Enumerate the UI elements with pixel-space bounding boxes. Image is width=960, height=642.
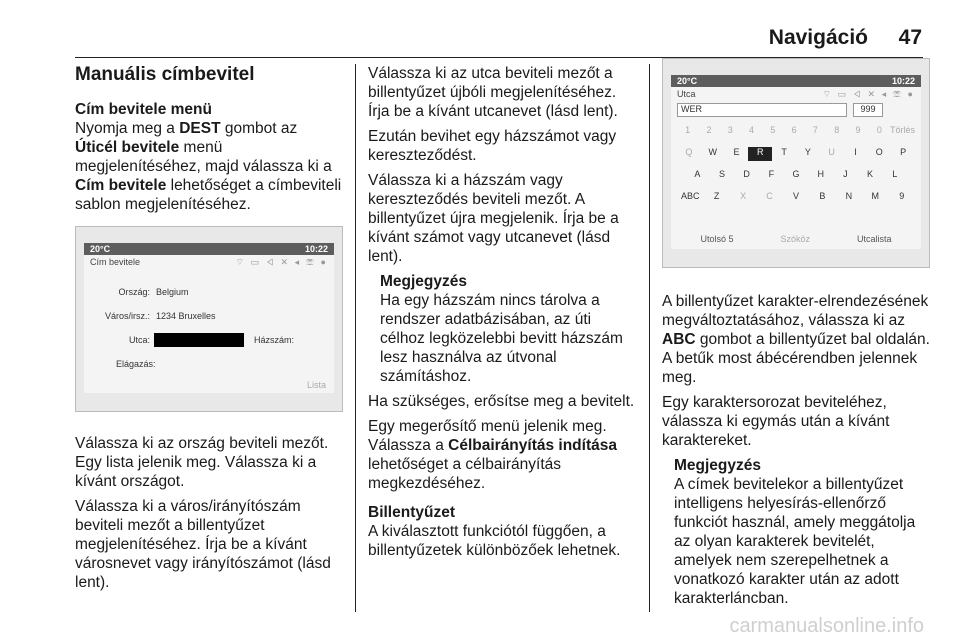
paragraph: Egy megerősítő menü jelenik meg. Válassza a Célbairányítás indítása lehetőséget a célbairányítás megkezdéséhez.: [368, 418, 617, 492]
keyboard-key: 9: [899, 191, 905, 201]
keyboard-key: B: [819, 191, 826, 201]
keyboard-key: C: [766, 191, 773, 201]
paragraph: Válassza ki a város/irányítószám beviteli mezőt a billentyűzet megjelenítéséhez. Írja be a kívánt városnevet vagy irányítószámot (lásd lent).: [75, 498, 331, 591]
street-input: WER: [677, 103, 847, 117]
keyboard-key: S: [719, 169, 726, 179]
paragraph: A kiválasztott funkciótól függően, a billentyűzetek különbözőek lehetnek.: [368, 523, 621, 559]
keyboard-key: T: [781, 147, 787, 157]
keyboard-key: I: [854, 147, 857, 157]
keyboard-key: M: [871, 191, 880, 201]
keyboard-key: O: [875, 147, 883, 157]
keyboard-key: K: [867, 169, 874, 179]
keyboard-key: 5: [770, 125, 776, 135]
status-bar: 20°C 10:22: [671, 75, 921, 87]
column-divider: [649, 64, 650, 612]
keyboard-key: Q: [685, 147, 693, 157]
keyboard-key: F: [768, 169, 775, 179]
paragraph: A billentyűzet karakter-elrendezésének megváltoztatásához, válassza ki az ABC gombot a billentyűzet bal oldalán. A betűk most ábécérendben jelennek meg.: [662, 293, 930, 386]
keyboard-key: 9: [855, 125, 861, 135]
keyboard-key: H: [817, 169, 824, 179]
keyboard-row-numbers: [677, 125, 915, 139]
keyboard-key: R: [748, 147, 772, 161]
keyboard-key: 0: [876, 125, 882, 135]
column-3: [662, 64, 930, 614]
keyboard-footer-item: Szóköz: [780, 234, 810, 244]
watermark: carmanualsonline.info: [729, 615, 924, 637]
subheading: Cím bevitele menü: [75, 101, 212, 118]
paragraph: Válassza ki az utca beviteli mezőt a billentyűzet újbóli megjelenítéséhez. Írja be a kívánt utcanevet (lásd lent).: [368, 65, 618, 120]
keyboard-key: 1: [685, 125, 691, 135]
keyboard-key: L: [892, 169, 898, 179]
keyboard-key: P: [900, 147, 907, 157]
keyboard-footer-item: Utolsó 5: [700, 234, 734, 244]
keyboard-row-2: [677, 169, 915, 183]
keyboard-key: Törlés: [889, 125, 915, 135]
column-2: [368, 64, 636, 566]
paragraph: Válassza ki az ország beviteli mezőt. Egy lista jelenik meg. Válassza ki a kívánt országot.: [75, 435, 329, 490]
keyboard-key: 6: [791, 125, 797, 135]
screen: Utca ⌔ ▭ ◃ ✕ ◂ ☏ ● WER 999 1 2 3 4 5 6 7 8 9 0 Törlés Q W E R T Y U I O P A S D F G H J K L ABC Z X C V B N M 9 Utolsó 5 Szóköz Utcalista: [671, 87, 921, 249]
keyboard-key: V: [792, 191, 799, 201]
address-entry-screenshot: [75, 226, 343, 412]
street-input-selected: [154, 333, 244, 347]
keyboard-footer-item: Utcalista: [856, 234, 892, 244]
keyboard-key: W: [708, 147, 717, 157]
house-number-input: 999: [853, 103, 883, 117]
keyboard-screenshot: [662, 58, 930, 268]
keyboard-key: E: [733, 147, 740, 157]
keyboard-row-1: [677, 147, 915, 161]
paragraph: Nyomja meg a DEST gombot az Úticél bevitele menü megjelenítéséhez, majd válassza ki a Cím bevitele lehetőséget a címbeviteli sablon megjelenítéséhez.: [75, 120, 342, 213]
status-bar: 20°C 10:22: [84, 243, 334, 255]
keyboard-key: 8: [834, 125, 840, 135]
status-icons: ⌔ ▭ ◃ ✕ ◂ ☏ ●: [822, 89, 915, 99]
screen: Cím bevitele ⌔ ▭ ◃ ✕ ◂ ☏ ● Ország: Belgium Város/irsz.: 1234 Bruxelles Utca: Házszám: Elágazás: Lista: [84, 255, 334, 393]
paragraph: Egy karaktersorozat beviteléhez, válassza ki egymás után a kívánt karaktereket.: [662, 394, 890, 449]
column-divider: [355, 64, 356, 612]
keyboard-key: U: [828, 147, 835, 157]
paragraph: Ezután bevihet egy házszámot vagy kereszteződést.: [368, 128, 617, 164]
keyboard-key: Y: [804, 147, 811, 157]
keyboard-key: 7: [812, 125, 818, 135]
column-1: [75, 64, 343, 598]
section-title: Navigáció: [768, 26, 868, 49]
keyboard-key: J: [843, 169, 848, 179]
keyboard-key: 2: [706, 125, 712, 135]
keyboard-row-3: [677, 191, 915, 205]
keyboard-key: D: [743, 169, 750, 179]
section-heading: Manuális címbevitel: [75, 64, 255, 85]
note: Megjegyzés Ha egy házszám nincs tárolva a rendszer adatbázisában, az úti célhoz legközelebbi bevitt házszám lesz használva az útvonal számításhoz.: [380, 273, 623, 385]
status-icons: ⌔ ▭ ◃ ✕ ◂ ☏ ●: [235, 257, 328, 267]
keyboard-key: ABC: [680, 191, 700, 201]
page-header: [0, 22, 960, 52]
keyboard-key: G: [792, 169, 800, 179]
note: Megjegyzés A címek bevitelekor a billentyűzet intelligens helyesírás-ellenőrző funkciót használ, amely meggátolja az olyan karakterek bevitelét, amelyek nem szerepelhetnek a vonatkozó karakter után az adott karakterláncban.: [674, 457, 916, 607]
keyboard-key: 4: [749, 125, 755, 135]
keyboard-key: A: [694, 169, 701, 179]
page-number: 47: [898, 26, 922, 49]
keyboard-key: X: [740, 191, 747, 201]
subheading: Billentyűzet: [368, 504, 455, 521]
paragraph: Válassza ki a házszám vagy kereszteződés beviteli mezőt. A billentyűzet újra megjelenik. Írja be a kívánt számot vagy utcanevet (lásd lent).: [368, 172, 619, 265]
paragraph: Ha szükséges, erősítse meg a bevitelt.: [368, 393, 635, 410]
keyboard-key: N: [845, 191, 853, 201]
keyboard-key: 3: [727, 125, 733, 135]
keyboard-footer: [677, 234, 915, 245]
keyboard-key: Z: [713, 191, 720, 201]
